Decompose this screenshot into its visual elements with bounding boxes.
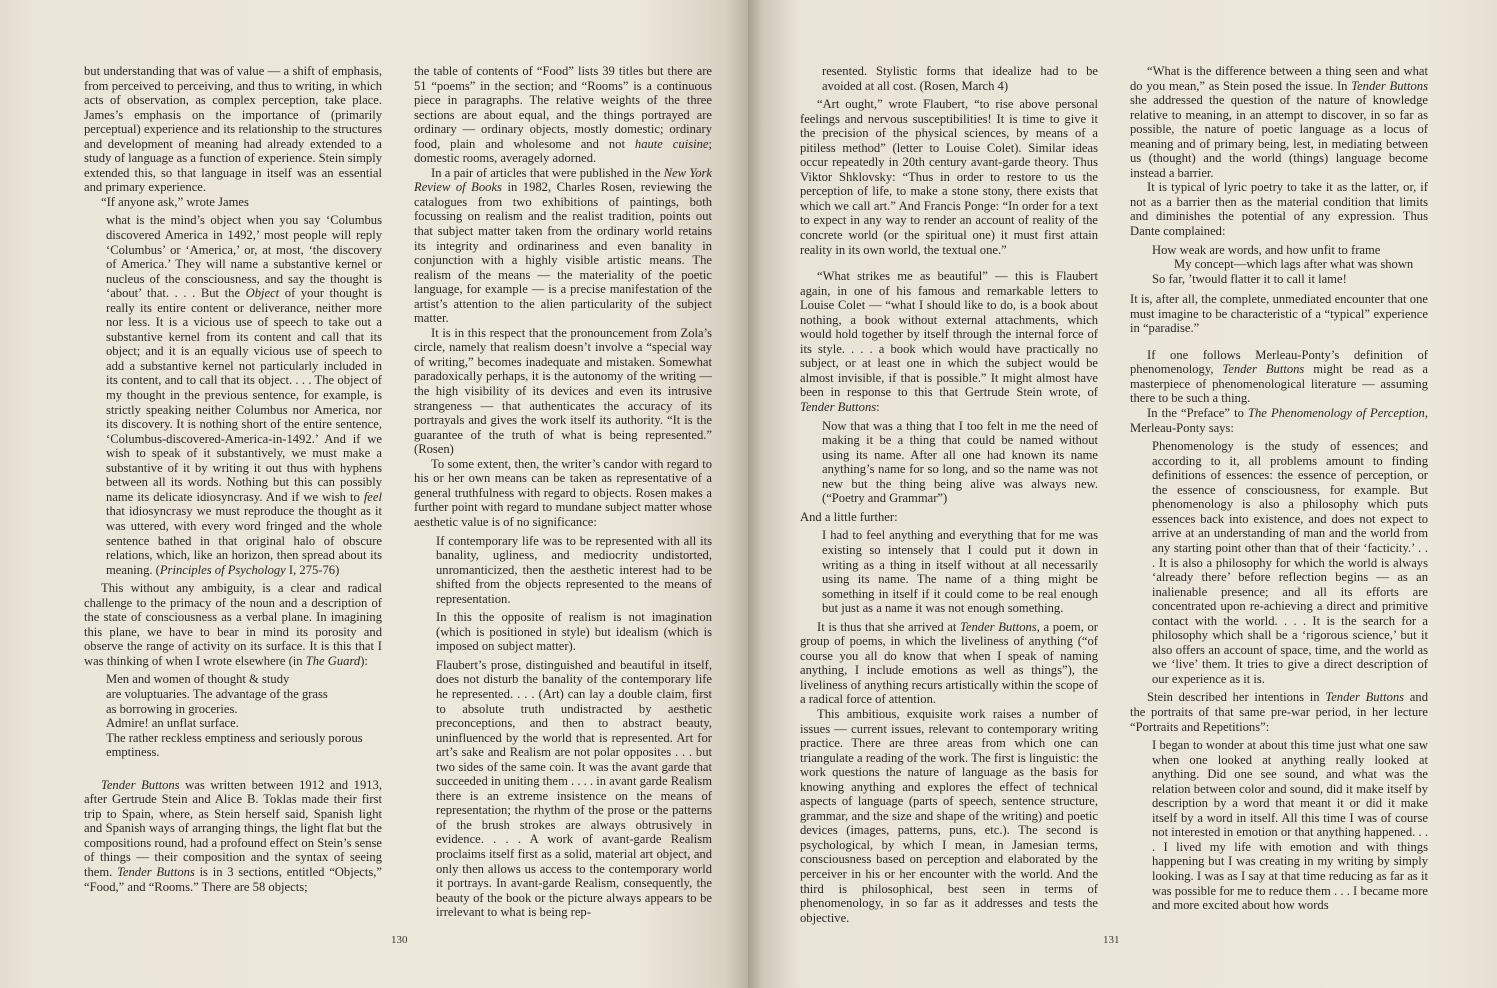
poem-line: as borrowing in groceries. (106, 701, 238, 716)
poem-line: Men and women of thought & study (106, 672, 290, 687)
right-page-column-2 (1130, 64, 1428, 917)
left-page (0, 0, 748, 988)
paragraph: If one follows Merleau-Ponty’s definition of phenomenology, Tender Buttons might be read as a masterpiece of phenomenological literature — assuming there to be such a thing. (1130, 347, 1428, 406)
poem-excerpt (106, 672, 382, 759)
poem-line: The rather reckless emptiness and seriously porous (106, 730, 363, 745)
paragraph: This ambitious, exquisite work raises a number of issues — current issues, relevant to contemporary writing practice. There are three areas from which one can triangulate a reading of the work. The first is linguistic: the work questions the nature of language as the basis for knowing anything and explores the effect of technical aspects of language (parts of speech, sentence structure, grammar, and the size and shape of the writing) and poetic devices (images, patterns, puns, etc.). The second is psychological, by which I mean, in Jamesian terms, consciousness based on perception and elaborated by the perceiver in his or her encounter with the world. And the third is philosophical, best seen in terms of phenomenology, in so far as it addresses and tests the objective. (800, 706, 1098, 925)
paragraph: It is, after all, the complete, unmediated encounter that one must imagine to be characteristic of a “typical” experience in “paradise.” (1130, 292, 1428, 336)
verse-line: My concept—which lags after what was shown (1174, 257, 1414, 272)
poem-line: are voluptuaries. The advantage of the grass (106, 686, 328, 701)
page-number: 130 (391, 934, 408, 946)
block-quote: Flaubert’s prose, distinguished and beautiful in itself, does not disturb the banality of the contemporary life he represented. . . . (Art) can lay a double claim, first to absolute truth undistracted by aesthetic preconceptions, and then to abstract beauty, uninfluenced by the world that is represented. Art for art’s sake and Realism are not polar opposites . . . but two sides of the same coin. It was the avant garde that succeeded in uniting them . . . . in avant garde Realism there is an extreme insistence on the means of representation; the rhythm of the prose or the patterns of the brush strokes are always obtrusively in evidence. . . . A work of avant-garde Realism proclaims itself first as a solid, material art object, and only then allows us access to the contemporary world it portrays. In avant-garde Realism, consequently, the beauty of the book or the picture always appears to be irrelevant to what is being rep- (436, 657, 712, 920)
paragraph: but understanding that was of value — a shift of emphasis, from perceived to perceiving, and thus to writing, in which acts of observation, as complex perception, take place. James’s emphasis on the importance of (primarily perceptual) experience and its relationship to the structures and development of meaning had already extended to a study of language as a function of experience. Stein simply extended this, so that language in itself was an essential and primary experience. (84, 64, 382, 195)
block-quote: Phenomenology is the study of essences; and according to it, all problems amount to finding definitions of essences: the essence of perception, or the essence of consciousness, for example. But phenomenology is also a philosophy which puts essences back into existence, and does not expect to arrive at an understanding of man and the world from any starting point other than that of their ‘facticity.’ . . . It is also a philosophy for which the world is always ‘already there’ before reflection begins — as an inalienable presence; and all its efforts are concentrated upon re-achieving a direct and primitive contact with the world. . . . It is the search for a philosophy which shall be a ‘rigorous science,’ but it also offers an account of space, time, and the world as we ‘live’ them. It tries to give a direct description of our experience as it is. (1152, 439, 1428, 686)
left-page-column-1 (84, 64, 382, 894)
block-quote: resented. Stylistic forms that idealize had to be avoided at all cost. (Rosen, March 4) (822, 64, 1098, 93)
paragraph: Tender Buttons was written between 1912 and 1913, after Gertrude Stein and Alice B. Toklas made their first trip to Spain, where, as Stein herself said, Spanish light and Spanish ways of arranging things, the light flat but the compositions round, had a profound effect on Stein’s sense of things — their composition and the syntax of seeing them. Tender Buttons is in 3 sections, entitled “Objects,” “Food,” and “Rooms.” There are 58 objects; (84, 777, 383, 894)
paragraph: “Art ought,” wrote Flaubert, “to rise above personal feelings and nervous susceptibilities! It is time to give it the precision of the physical sciences, by means of a pitiless method” (letter to Louise Colet). Similar ideas occur repeatedly in 20th century avant-garde theory. Thus Viktor Shklovsky: “Thus in order to restore to us the perception of life, to make a stone stony, there exists that which we call art.” And Francis Ponge: “In order for a text to expect in any way to render an account of reality of the concrete world (or the spiritual one) it must first attain reality in its own world, the textual one.” (800, 97, 1098, 257)
paragraph: This without any ambiguity, is a clear and radical challenge to the primacy of the noun and a description of the state of consciousness as a verbal plane. In imagining this plane, we have to bear in mind its porosity and observe the range of activity on its surface. It is this that I was thinking of when I wrote elsewhere (in The Guard): (84, 581, 382, 668)
block-quote: I had to feel anything and everything that for me was existing so intensely that I could put it down in writing as a thing in itself without at all necessarily using its name. The name of a thing might be something in itself if it could come to be real enough but just as a name it was not enough something. (822, 528, 1098, 616)
block-quote: In this the opposite of realism is not imagination (which is positioned in style) but idealism (which is imposed on subject matter). (436, 610, 712, 654)
verse-line: So far, ’twould flatter it to call it lame! (1152, 271, 1347, 286)
block-quote: what is the mind’s object when you say ‘Columbus discovered America in 1492,’ most people will reply ‘Columbus’ or ‘America,’ or, at most, ‘the discovery of America.’ They will name a substantive kernel or nucleus of the consciousness, and say the thought is ‘about’ that. . . . But the Object of your thought is really its entire content or deliverance, neither more nor less. It is a vicious use of speech to take out a substantive kernel from its content and call that its object; and it is an equally vicious use of speech to add a substantive kernel not particularly included in its content, and to call that its object. . . . The object of my thought in the previous sentence, for example, is strictly speaking neither Columbus nor America, nor its discovery. It is nothing short of the entire sentence, ‘Columbus-discovered-America-in-1492.’ And if we wish to speak of it substantively, we must make a substantive of it by writing it out thus with hyphens between all its words. Nothing but this can possibly name its delicate idiosyncrasy. And if we wish to feel that idiosyncrasy we must reproduce the thought as it was uttered, with every word fringed and the whole sentence bathed in that original halo of obscure relations, which, like an horizon, then spread about its meaning. (Principles of Psychology I, 275-76) (106, 213, 382, 577)
block-quote: I began to wonder at about this time just what one saw when one looked at anything really looked at anything. Did one see sound, and what was the relation between color and sound, did it make itself by description by a word that meant it or did it make itself by a word in itself. All this time I was of course not interested in emotion or that anything happened. . . . I lived my life with emotion and with things happening but I was creating in my writing by simply looking. I was as I say at that time reducing as far as it was possible for me to reduce them . . . I became more and more excited about how words (1152, 738, 1428, 913)
verse-line: How weak are words, and how unfit to frame (1152, 242, 1381, 257)
paragraph: To some extent, then, the writer’s candor with regard to his or her own means can be taken as representative of a general truthfulness with regard to objects. Rosen makes a further point with regard to mundane subject matter whose aesthetic value is of no significance: (414, 456, 712, 529)
paragraph: In the “Preface” to The Phenomenology of Perception, Merleau-Ponty says: (1130, 406, 1428, 435)
poem-line: Admire! an unflat surface. (106, 716, 239, 731)
paragraph: It is in this respect that the pronouncement from Zola’s circle, namely that realism doesn’t involve a “special way of writing,” becomes inadequate and mistaken. Somewhat paradoxically perhaps, it is the autonomy of the writing — the high visibility of its devices and even its intrusive strangeness — that authenticates the accuracy of its portrayals and gives the work itself its authority. “It is the guarantee of the truth of what is being represented.” (Rosen) (414, 325, 712, 457)
paragraph: And a little further: (800, 509, 898, 524)
left-page-column-2 (414, 64, 712, 924)
paragraph: the table of contents of “Food” lists 39 titles but there are 51 “poems” in the section; and “Rooms” is a continuous piece in paragraphs. The relative weights of the three sections are about equal, and the things portrayed are ordinary — ordinary objects, mostly domestic; ordinary food, plain and wholesome and not haute cuisine; domestic rooms, averagely adorned. (414, 64, 712, 166)
block-quote: If contemporary life was to be represented with all its banality, ugliness, and mediocrity undistorted, unromanticized, then the aesthetic interest had to be shifted from the objects represented to the means of representation. (436, 533, 712, 606)
paragraph: “What is the difference between a thing seen and what do you mean,” as Stein posed the issue. In Tender Buttons she addressed the question of the nature of knowledge relative to meaning, in an attempt to discover, in so far as possible, the nature of poetic language as a locus of meaning and of primary being, lest, in mediating between us (thought) and the world (things) language become instead a barrier. (1130, 64, 1428, 180)
dante-verse (1152, 243, 1428, 287)
paragraph: It is thus that she arrived at Tender Buttons, a poem, or group of poems, in which the liveliness of anything (“of course you all do know that when I speak of naming anything, I include emotions as well as things”), the liveliness of anything recurs artistically within the scope of a radical force of attention. (800, 619, 1099, 707)
poem-line: emptiness. (106, 745, 160, 760)
paragraph: Stein described her intentions in Tender Buttons and the portraits of that same pre-war period, in her lecture “Portraits and Repetitions”: (1130, 690, 1428, 734)
paragraph: In a pair of articles that were published in the New York Review of Books in 1982, Charles Rosen, reviewing the catalogues from two exhibitions of paintings, both focussing on realism and the realist tradition, points out that subject matter taken from the ordinary world retains its integrity and ordinariness and even banality in conjunction with a highly visible artistic means. The realism of the means — the materiality of the poetic language, for example — is a precise manifestation of the artist’s attention to the alien particularity of the subject matter. (414, 165, 713, 326)
paragraph: “If anyone ask,” wrote James (101, 194, 249, 209)
paragraph: It is typical of lyric poetry to take it as the latter, or, if not as a barrier then as the material condition that limits and diminishes the potential of any expression. Thus Dante complained: (1130, 180, 1428, 239)
right-page (748, 0, 1497, 988)
right-page-column-1 (800, 64, 1098, 925)
block-quote: Now that was a thing that I too felt in me the need of making it be a thing that could be named without using its name. After all one had known its name anything’s name for so long, and so the name was not new but the thing being alive was always new. (“Poetry and Grammar”) (822, 418, 1098, 506)
paragraph: “What strikes me as beautiful” — this is Flaubert again, in one of his famous and remarkable letters to Louise Colet — “what I should like to do, is a book about nothing, a book without external attachments, which would hold together by itself through the internal force of its style. . . . a book which would have practically no subject, or at least one in which the subject would be almost invisible, if that is possible.” It might almost have been in response to this that Gertrude Stein wrote, of Tender Buttons: (800, 269, 1098, 415)
page-number: 131 (1103, 934, 1120, 946)
